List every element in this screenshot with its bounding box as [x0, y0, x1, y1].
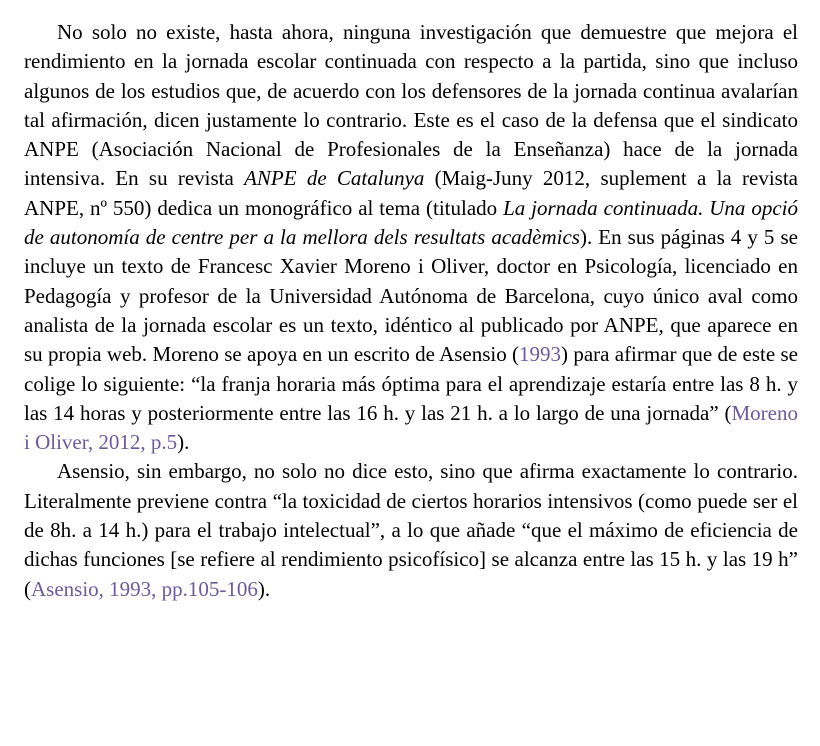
text-segment: (Maig-Juny 2012, suplement a la revista ANPE, nº 550) dedica un monográfico al tema (titulado — [24, 166, 798, 220]
text-segment: ). — [257, 576, 271, 601]
document-body — [24, 18, 798, 604]
citation-link-asensio[interactable]: Asensio, 1993, pp.105-106 — [31, 576, 258, 601]
paragraph-1 — [24, 18, 798, 457]
monograph-title: La jornada continuada. Una opció de autonomía de centre per a la mellora dels resultats acadèmics — [24, 195, 798, 250]
paragraph-2 — [24, 457, 798, 603]
citation-link-moreno[interactable]: Moreno i Oliver, 2012, p.5 — [24, 400, 798, 455]
text-segment: ) para afirmar que de este se colige lo siguiente: “la franja horaria más óptima para el aprendizaje estaría entre las 8 h. y las 14 horas y posteriormente entre las 16 h. y las 21 h. a lo largo de una jornada” ( — [24, 342, 798, 425]
text-segment: Asensio, sin embargo, no solo no dice esto, sino que afirma exactamente lo contrario. Literalmente previene contra “la toxicidad de ciertos horarios intensivos (como puede ser el de 8h. a 14 h.) para el trabajo intelectual”, a lo que añade “que el máximo de eficiencia de dichas funciones [se refiere al rendimiento psicofísico] se alcanza entre las 15 h. y las 19 h” ( — [24, 459, 798, 601]
text-segment: ). En sus páginas 4 y 5 se incluye un texto de Francesc Xavier Moreno i Oliver, doctor en Psicología, licenciado en Pedagogía y profesor de la Universidad Autónoma de Barcelona, cuyo único aval como analista de la jornada escolar es un texto, idéntico al publicado por ANPE, que aparece en su propia web. Moreno se apoya en un escrito de Asensio ( — [24, 225, 798, 367]
text-segment: No solo no existe, hasta ahora, ninguna investigación que demuestre que mejora el rendimiento en la jornada escolar continuada con respecto a la partida, sino que incluso algunos de los estudios que, de acuerdo con los defensores de la jornada continua avalarían tal afirmación, dicen justamente lo contrario. Este es el caso de la defensa que el sindicato ANPE (Asociación Nacional de Profesionales de la Enseñanza) hace de la jornada intensiva. En su revista — [24, 20, 798, 191]
text-segment: ). — [177, 430, 190, 455]
journal-title: ANPE de Catalunya — [244, 166, 425, 191]
citation-link-asensio-year[interactable]: 1993 — [519, 342, 562, 367]
